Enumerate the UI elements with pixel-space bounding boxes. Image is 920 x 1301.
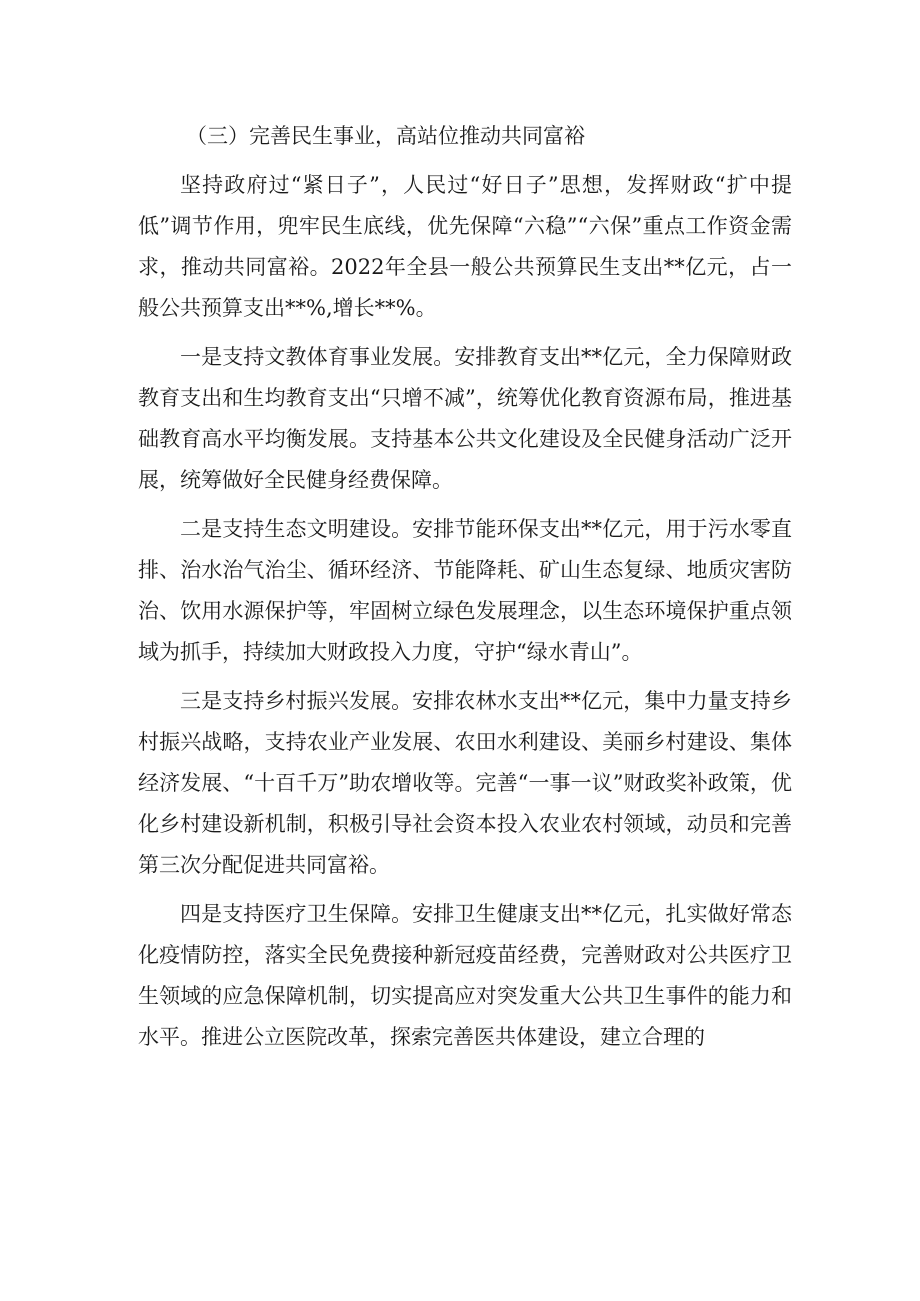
paragraph-rural: 三是支持乡村振兴发展。安排农林水支出**亿元，集中力量支持乡村振兴战略，支持农业产业发展、农田水利建设、美丽乡村建设、集体经济发展、“十百千万”助农增收等。完善“一事一议”财政奖补政策，优化乡村建设新机制，积极引导社会资本投入农业农村领域，动员和完善第三次分配促进共同富裕。 xyxy=(138,689,792,877)
document-body xyxy=(138,116,792,1058)
section-heading: （三）完善民生事业，高站位推动共同富裕 xyxy=(186,124,585,148)
paragraph-ecology: 二是支持生态文明建设。安排节能环保支出**亿元，用于污水零直排、治水治气治尘、循环经济、节能降耗、矿山生态复绿、地质灾害防治、饮用水源保护等，牢固树立绿色发展理念，以生态环境保护重点领域为抓手，持续加大财政投入力度，守护“绿水青山”。 xyxy=(138,517,792,664)
paragraph-intro: 坚持政府过“紧日子”，人民过“好日子”思想，发挥财政“扩中提低”调节作用，兜牢民生底线，优先保障“六稳”“六保”重点工作资金需求，推动共同富裕。2022年全县一般公共预算民生支出**亿元，占一般公共预算支出**%,增长**%。 xyxy=(138,173,792,320)
paragraph-education: 一是支持文教体育事业发展。安排教育支出**亿元，全力保障财政教育支出和生均教育支出“只增不减”，统筹优化教育资源布局，推进基础教育高水平均衡发展。支持基本公共文化建设及全民健身活动广泛开展，统筹做好全民健身经费保障。 xyxy=(138,345,792,492)
paragraph-health: 四是支持医疗卫生保障。安排卫生健康支出**亿元，扎实做好常态化疫情防控，落实全民免费接种新冠疫苗经费，完善财政对公共医疗卫生领域的应急保障机制，切实提高应对突发重大公共卫生事件的能力和水平。推进公立医院改革，探索完善医共体建设，建立合理的 xyxy=(138,902,792,1049)
